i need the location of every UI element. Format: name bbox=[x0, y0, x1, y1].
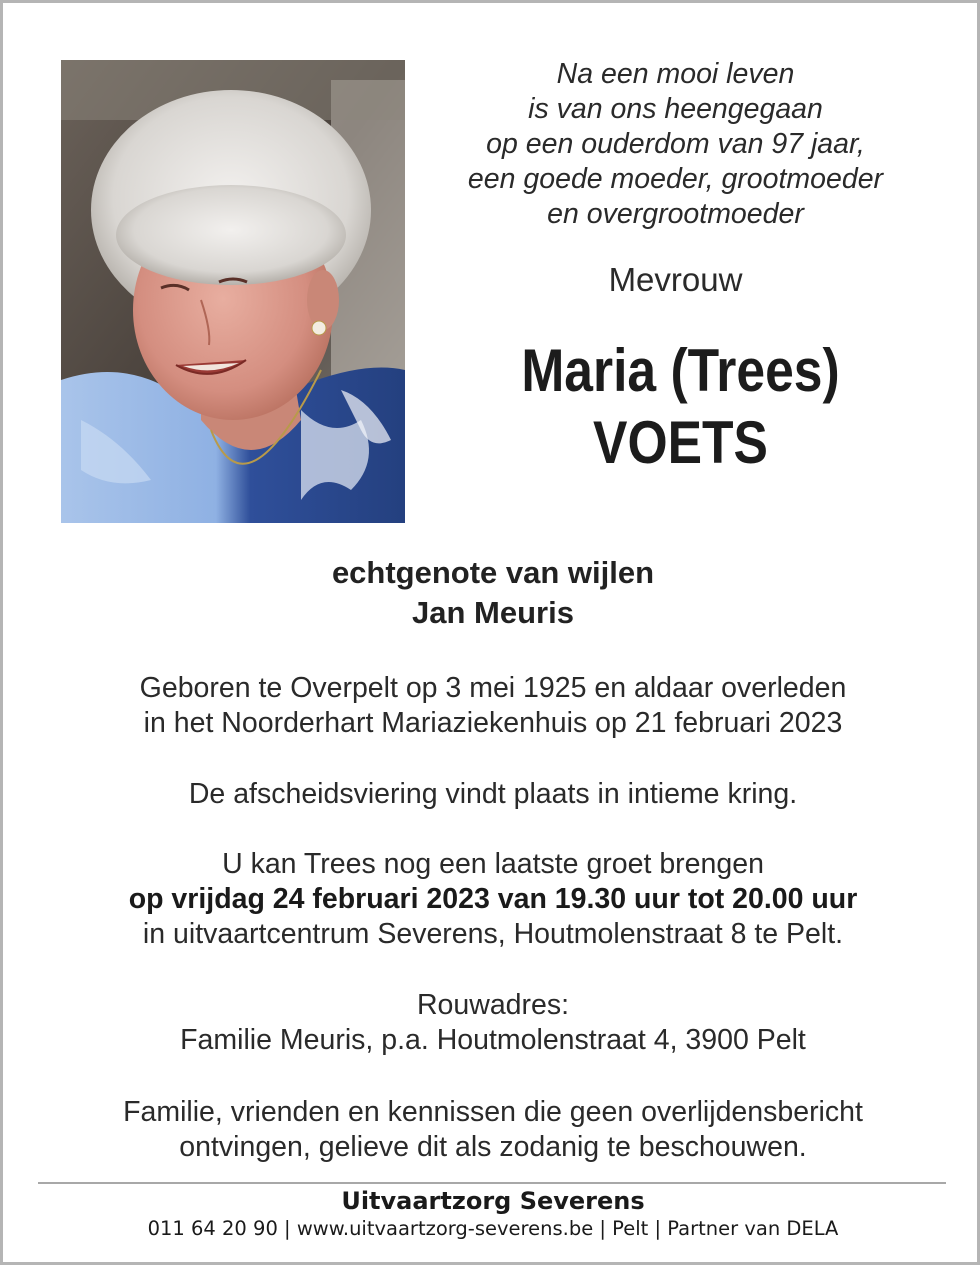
poem-line: is van ons heengegaan bbox=[528, 93, 823, 125]
visitation-intro: U kan Trees nog een laatste groet brengen bbox=[222, 848, 764, 880]
deceased-name bbox=[459, 335, 902, 479]
portrait-photo bbox=[61, 60, 405, 523]
ceremony-line: De afscheidsviering vindt plaats in intieme kring. bbox=[188, 778, 798, 810]
closing-note bbox=[3, 1095, 980, 1165]
spouse-label: echtgenote van wijlen bbox=[331, 555, 655, 590]
funeral-home-contact: 011 64 20 90 | www.uitvaartzorg-severens.be | Pelt | Partner van DELA bbox=[147, 1217, 839, 1240]
poem bbox=[423, 57, 928, 232]
death-line: in het Noorderhart Mariaziekenhuis op 21 februari 2023 bbox=[143, 707, 843, 739]
address-value: Familie Meuris, p.a. Houtmolenstraat 4, 3900 Pelt bbox=[180, 1024, 806, 1056]
spouse-name: Jan Meuris bbox=[412, 595, 574, 630]
footer-divider bbox=[38, 1182, 946, 1184]
closing-line: ontvingen, gelieve dit als zodanig te beschouwen. bbox=[179, 1131, 807, 1163]
birth-line: Geboren te Overpelt op 3 mei 1925 en aldaar overleden bbox=[139, 672, 847, 704]
deceased-first-name: Maria (Trees) bbox=[521, 337, 840, 404]
poem-line: een goede moeder, grootmoeder bbox=[467, 163, 884, 195]
deceased-surname: VOETS bbox=[593, 409, 768, 476]
closing-line: Familie, vrienden en kennissen die geen overlijdensbericht bbox=[123, 1096, 863, 1128]
birth-death-info bbox=[3, 671, 980, 741]
address-label: Rouwadres: bbox=[416, 989, 570, 1021]
spouse-info bbox=[3, 553, 980, 633]
visitation-datetime: op vrijdag 24 februari 2023 van 19.30 uur tot 20.00 uur bbox=[128, 883, 858, 915]
visitation-location: in uitvaartcentrum Severens, Houtmolenstraat 8 te Pelt. bbox=[142, 918, 844, 950]
mourning-address bbox=[3, 988, 980, 1058]
visitation-info bbox=[3, 847, 980, 952]
poem-line: Na een mooi leven bbox=[556, 58, 795, 90]
poem-line: en overgrootmoeder bbox=[547, 198, 804, 230]
ceremony-info bbox=[3, 777, 980, 812]
honorific: Mevrouw bbox=[608, 261, 743, 298]
funeral-home-name: Uitvaartzorg Severens bbox=[341, 1187, 645, 1215]
poem-line: op een ouderdom van 97 jaar, bbox=[486, 128, 865, 160]
